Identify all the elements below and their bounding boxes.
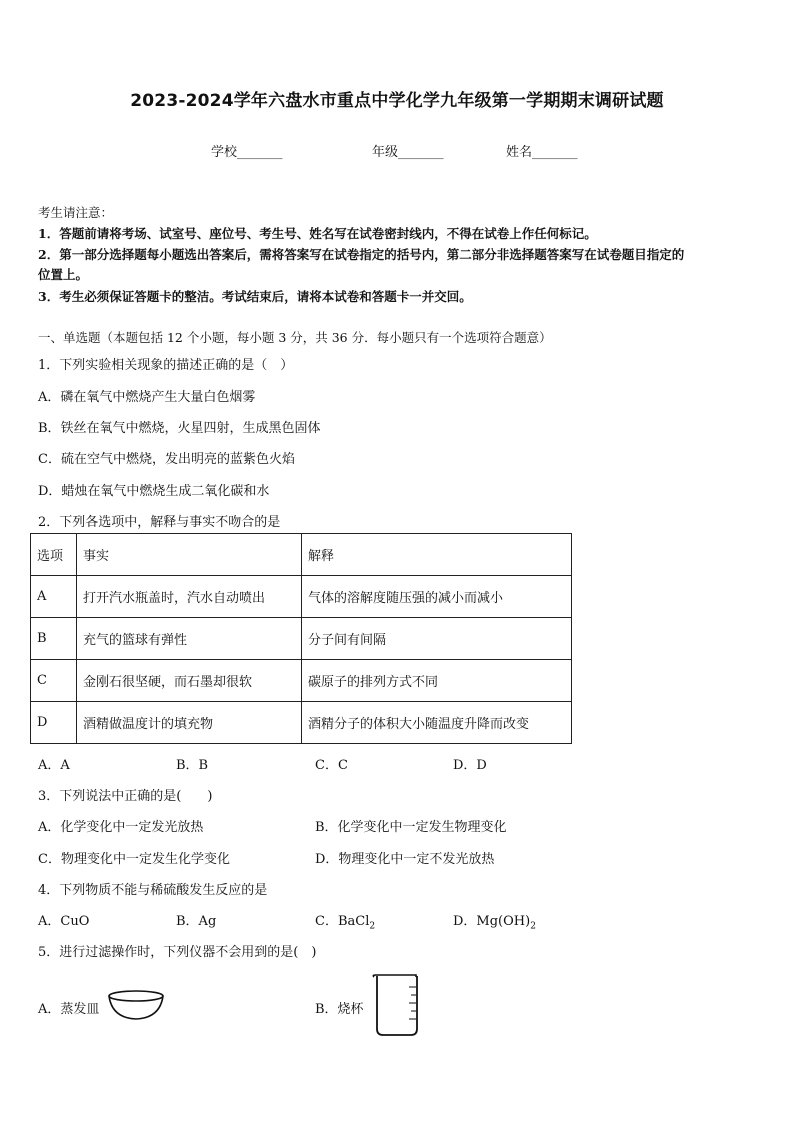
table-cell: 分子间有间隔 <box>302 618 572 660</box>
table-header-cell: 事实 <box>77 534 302 576</box>
exam-title: 2023-2024学年六盘水市重点中学化学九年级第一学期期末调研试题 <box>130 91 664 111</box>
question-4-option-b: B．Ag <box>176 914 217 929</box>
name-field: 姓名_______ <box>506 145 578 160</box>
table-cell: 气体的溶解度随压强的减小而减小 <box>302 576 572 618</box>
notice-heading: 考生请注意： <box>38 205 114 220</box>
question-2-stem: 2．下列各选项中，解释与事实不吻合的是 <box>38 515 281 530</box>
notice-item-1: 1．答题前请将考场、试室号、座位号、考生号、姓名写在试卷密封线内，不得在试卷上作任何标记。 <box>38 226 597 241</box>
table-row <box>31 576 572 618</box>
table-cell: C <box>31 660 77 702</box>
question-2-option-c: C．C <box>315 758 348 773</box>
table-cell: 金刚石很坚硬，而石墨却很软 <box>77 660 302 702</box>
notice-item-2-cont: 位置上。 <box>38 267 89 282</box>
table-row <box>31 660 572 702</box>
facts-table <box>30 533 572 744</box>
question-1-option-d: D．蜡烛在氧气中燃烧生成二氧化碳和水 <box>38 484 270 499</box>
table-cell: D <box>31 702 77 744</box>
table-cell: 打开汽水瓶盖时，汽水自动喷出 <box>77 576 302 618</box>
grade-field: 年级_______ <box>372 145 444 160</box>
subscript: 2 <box>369 921 376 932</box>
question-1-option-a: A．磷在氧气中燃烧产生大量白色烟雾 <box>38 390 256 405</box>
question-3-stem: 3．下列说法中正确的是( ) <box>38 789 213 804</box>
question-5-stem: 5．进行过滤操作时，下列仪器不会用到的是( ) <box>38 945 317 960</box>
question-1-option-b: B．铁丝在氧气中燃烧，火星四射，生成黑色固体 <box>38 421 321 436</box>
question-4-option-d <box>453 910 536 932</box>
question-5-option-b: B．烧杯 <box>315 1002 364 1017</box>
notice-item-2: 2．第一部分选择题每小题选出答案后，需将答案写在试卷指定的括号内，第二部分非选择题答案写在试卷题目指定的 <box>38 247 685 262</box>
table-cell: 酒精分子的体积大小随温度升降而改变 <box>302 702 572 744</box>
question-3-option-a: A．化学变化中一定发光放热 <box>38 820 204 835</box>
question-1-option-c: C．硫在空气中燃烧，发出明亮的蓝紫色火焰 <box>38 452 295 467</box>
table-cell: B <box>31 618 77 660</box>
option-text: C．BaCl <box>315 914 370 929</box>
question-2-option-d: D．D <box>453 758 487 773</box>
option-text: D．Mg(OH) <box>453 914 531 929</box>
notice-item-3: 3．考生必须保证答题卡的整洁。考试结束后，请将本试卷和答题卡一并交回。 <box>38 289 472 304</box>
table-cell: A <box>31 576 77 618</box>
school-field: 学校_______ <box>211 145 283 160</box>
section-heading: 一、单选题（本题包括 12 个小题，每小题 3 分，共 36 分．每小题只有一个选项符合题意） <box>38 330 552 345</box>
question-1-stem: 1．下列实验相关现象的描述正确的是（ ） <box>38 358 294 373</box>
table-header-cell: 选项 <box>31 534 77 576</box>
table-cell: 碳原子的排列方式不同 <box>302 660 572 702</box>
question-4-stem: 4．下列物质不能与稀硫酸发生反应的是 <box>38 883 268 898</box>
evaporating-dish-icon <box>106 988 166 1024</box>
question-4-option-a: A．CuO <box>38 914 90 929</box>
table-header-cell: 解释 <box>302 534 572 576</box>
table-row <box>31 618 572 660</box>
question-2-option-b: B．B <box>176 758 209 773</box>
question-5-option-a: A．蒸发皿 <box>38 1002 100 1017</box>
table-header-row <box>31 534 572 576</box>
question-4-option-c <box>315 910 375 932</box>
question-3-option-d: D．物理变化中一定不发光放热 <box>315 852 495 867</box>
beaker-icon <box>370 973 422 1037</box>
question-3-option-c: C．物理变化中一定发生化学变化 <box>38 852 230 867</box>
subscript: 2 <box>530 921 536 932</box>
table-row <box>31 702 572 744</box>
table-cell: 酒精做温度计的填充物 <box>77 702 302 744</box>
table-cell: 充气的篮球有弹性 <box>77 618 302 660</box>
question-3-option-b: B．化学变化中一定发生物理变化 <box>315 820 507 835</box>
question-2-option-a: A．A <box>38 758 70 773</box>
